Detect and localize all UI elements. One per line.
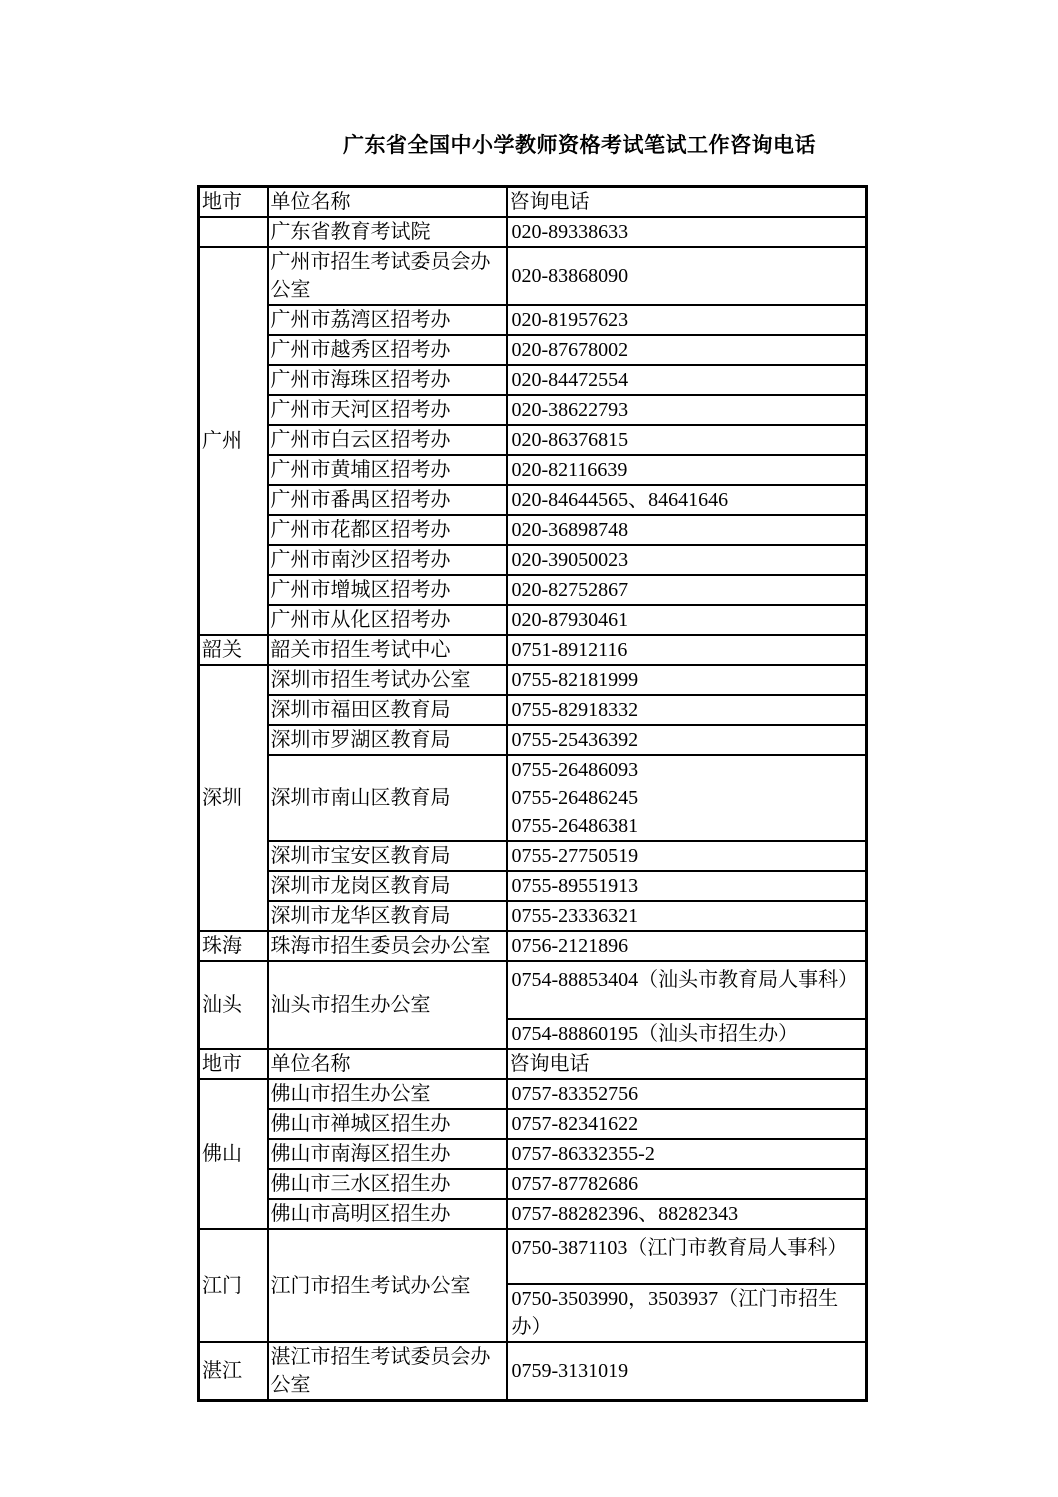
city-cell	[199, 217, 268, 247]
unit-cell: 广州市荔湾区招考办	[268, 305, 507, 335]
phone-number: 0759-3131019	[511, 1360, 629, 1382]
unit-cell: 广东省教育考试院	[268, 217, 507, 247]
table-header-row	[199, 187, 867, 218]
phone-number: 020-89338633	[511, 221, 629, 243]
phone-number: 0750-3871103（江门市教育局人事科）	[511, 1237, 848, 1259]
city-cell: 珠海	[199, 931, 268, 961]
unit-cell: 广州市花都区招考办	[268, 515, 507, 545]
phone-cell	[507, 575, 867, 605]
unit-cell: 佛山市南海区招生办	[268, 1139, 507, 1169]
phone-cell	[507, 1139, 867, 1169]
city-cell: 汕头	[199, 961, 268, 1049]
phone-cell	[507, 755, 867, 841]
unit-cell: 深圳市招生考试办公室	[268, 665, 507, 695]
unit-cell: 广州市越秀区招考办	[268, 335, 507, 365]
table-row	[199, 841, 867, 871]
unit-cell: 深圳市龙华区教育局	[268, 901, 507, 931]
city-cell: 韶关	[199, 635, 268, 665]
phone-table	[197, 185, 868, 1402]
table-row	[199, 605, 867, 635]
phone-cell	[507, 515, 867, 545]
table-row	[199, 725, 867, 755]
phone-cell	[507, 1342, 867, 1401]
unit-cell: 佛山市高明区招生办	[268, 1199, 507, 1229]
phone-number: 0754-88860195（汕头市招生办）	[511, 1023, 799, 1045]
table-row	[199, 871, 867, 901]
phone-cell	[507, 695, 867, 725]
table-row	[199, 335, 867, 365]
phone-number: 0750-3503990，3503937（江门市招生办）	[511, 1288, 839, 1338]
unit-cell: 广州市黄埔区招考办	[268, 455, 507, 485]
column-header: 咨询电话	[507, 1049, 867, 1079]
phone-number: 020-87678002	[511, 339, 629, 361]
table-row	[199, 1342, 867, 1401]
table-row	[199, 305, 867, 335]
phone-cell	[507, 725, 867, 755]
phone-number: 0755-26486381	[511, 815, 639, 837]
phone-number: 020-39050023	[511, 549, 629, 571]
table-row	[199, 485, 867, 515]
unit-cell: 广州市从化区招考办	[268, 605, 507, 635]
unit-cell: 广州市增城区招考办	[268, 575, 507, 605]
phone-cell	[507, 1169, 867, 1199]
unit-cell: 深圳市龙岗区教育局	[268, 871, 507, 901]
table-row	[199, 1169, 867, 1199]
column-header: 地市	[199, 1049, 268, 1079]
table-row	[199, 365, 867, 395]
phone-number: 020-82752867	[511, 579, 629, 601]
unit-cell: 湛江市招生考试委员会办公室	[268, 1342, 507, 1401]
unit-cell: 韶关市招生考试中心	[268, 635, 507, 665]
unit-cell: 广州市海珠区招考办	[268, 365, 507, 395]
phone-number: 020-86376815	[511, 429, 629, 451]
phone-number: 0757-82341622	[511, 1113, 639, 1135]
phone-number: 0755-27750519	[511, 845, 639, 867]
unit-cell: 佛山市三水区招生办	[268, 1169, 507, 1199]
phone-number: 020-38622793	[511, 399, 629, 421]
phone-number: 0757-83352756	[511, 1083, 639, 1105]
phone-number: 0755-26486245	[511, 787, 639, 809]
table-row	[199, 575, 867, 605]
phone-cell	[507, 305, 867, 335]
table-row	[199, 665, 867, 695]
column-header: 咨询电话	[507, 187, 867, 218]
phone-cell	[507, 247, 867, 305]
table-row	[199, 695, 867, 725]
table-row	[199, 931, 867, 961]
city-cell: 深圳	[199, 665, 268, 931]
column-header: 单位名称	[268, 187, 507, 218]
city-cell: 广州	[199, 247, 268, 635]
phone-number: 020-83868090	[511, 265, 629, 287]
table-row	[199, 1229, 867, 1284]
column-header: 单位名称	[268, 1049, 507, 1079]
phone-cell	[507, 1019, 867, 1049]
table-row	[199, 217, 867, 247]
phone-number: 020-82116639	[511, 459, 628, 481]
unit-cell: 深圳市罗湖区教育局	[268, 725, 507, 755]
table-row	[199, 425, 867, 455]
phone-cell	[507, 1079, 867, 1109]
phone-cell	[507, 871, 867, 901]
phone-cell	[507, 1229, 867, 1284]
phone-number: 020-87930461	[511, 609, 629, 631]
phone-number: 020-84472554	[511, 369, 629, 391]
table-row	[199, 515, 867, 545]
phone-cell	[507, 455, 867, 485]
unit-cell: 佛山市禅城区招生办	[268, 1109, 507, 1139]
table-header-row	[199, 1049, 867, 1079]
unit-cell: 广州市番禺区招考办	[268, 485, 507, 515]
phone-cell	[507, 1109, 867, 1139]
unit-cell: 珠海市招生委员会办公室	[268, 931, 507, 961]
table-row	[199, 1139, 867, 1169]
unit-cell: 广州市天河区招考办	[268, 395, 507, 425]
unit-cell: 深圳市福田区教育局	[268, 695, 507, 725]
phone-number: 0757-88282396、88282343	[511, 1203, 739, 1225]
phone-cell	[507, 605, 867, 635]
phone-cell	[507, 545, 867, 575]
page-title: 广东省全国中小学教师资格考试笔试工作咨询电话	[343, 133, 816, 157]
phone-cell	[507, 665, 867, 695]
phone-number: 020-36898748	[511, 519, 629, 541]
phone-number: 0751-8912116	[511, 639, 628, 661]
table-row	[199, 755, 867, 841]
phone-cell	[507, 335, 867, 365]
table-row	[199, 455, 867, 485]
phone-number: 020-81957623	[511, 309, 629, 331]
phone-number: 0755-25436392	[511, 729, 639, 751]
phone-number: 020-84644565、84641646	[511, 489, 729, 511]
unit-cell: 佛山市招生办公室	[268, 1079, 507, 1109]
table-row	[199, 545, 867, 575]
unit-cell: 深圳市南山区教育局	[268, 755, 507, 841]
unit-cell: 广州市白云区招考办	[268, 425, 507, 455]
phone-cell	[507, 635, 867, 665]
phone-number: 0754-88853404（汕头市教育局人事科）	[511, 969, 859, 991]
phone-cell	[507, 931, 867, 961]
phone-number: 0755-23336321	[511, 905, 639, 927]
table-row	[199, 961, 867, 1019]
phone-number: 0755-89551913	[511, 875, 639, 897]
table-row	[199, 901, 867, 931]
unit-cell: 汕头市招生办公室	[268, 961, 507, 1049]
phone-number: 0755-82181999	[511, 669, 639, 691]
phone-cell	[507, 425, 867, 455]
phone-cell	[507, 365, 867, 395]
phone-cell	[507, 485, 867, 515]
phone-number: 0755-26486093	[511, 759, 639, 781]
city-cell: 江门	[199, 1229, 268, 1342]
phone-cell	[507, 1199, 867, 1229]
column-header: 地市	[199, 187, 268, 218]
table-row	[199, 395, 867, 425]
phone-number: 0756-2121896	[511, 935, 629, 957]
phone-cell	[507, 217, 867, 247]
unit-cell: 江门市招生考试办公室	[268, 1229, 507, 1342]
table-row	[199, 1199, 867, 1229]
unit-cell: 深圳市宝安区教育局	[268, 841, 507, 871]
phone-table-body	[199, 187, 867, 1401]
unit-cell: 广州市南沙区招考办	[268, 545, 507, 575]
phone-cell	[507, 961, 867, 1019]
phone-number: 0757-86332355-2	[511, 1143, 655, 1165]
table-row	[199, 1079, 867, 1109]
table-row	[199, 247, 867, 305]
table-row	[199, 635, 867, 665]
phone-cell	[507, 395, 867, 425]
table-row	[199, 1109, 867, 1139]
phone-cell	[507, 841, 867, 871]
phone-number: 0755-82918332	[511, 699, 639, 721]
city-cell: 佛山	[199, 1079, 268, 1229]
unit-cell: 广州市招生考试委员会办公室	[268, 247, 507, 305]
phone-cell	[507, 1284, 867, 1342]
phone-number: 0757-87782686	[511, 1173, 639, 1195]
city-cell: 湛江	[199, 1342, 268, 1401]
phone-cell	[507, 901, 867, 931]
